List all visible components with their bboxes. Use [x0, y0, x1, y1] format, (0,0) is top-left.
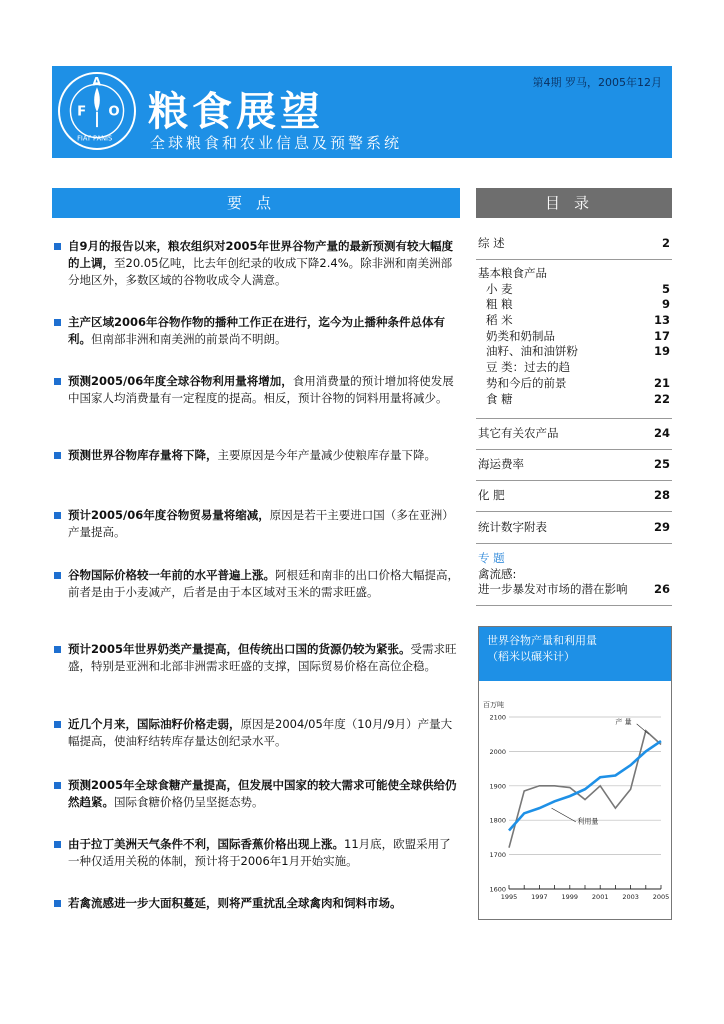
chart-subtitle: （稻米以碾米计）	[487, 650, 575, 663]
toc-divider	[476, 418, 672, 419]
toc-entry[interactable]: 小 麦 5	[486, 281, 670, 296]
x-tick-label: 1999	[561, 893, 579, 901]
y-axis-label: 百万吨	[483, 701, 504, 709]
highlight-item: 预测2005年全球食糖产量提高，但发展中国家的较大需求可能使全球供给仍然趋紧。国际食糖价格仍呈坚挺态势。	[54, 777, 460, 811]
toc-entry[interactable]: 奶类和奶制品 17	[486, 328, 670, 343]
toc-entry[interactable]: 势和今后的前景 21	[486, 375, 670, 390]
bullet-square	[54, 900, 61, 907]
toc-divider	[476, 449, 672, 450]
x-tick-label: 2005	[652, 893, 670, 901]
toc-section-title: 基本粮食产品	[478, 266, 547, 280]
chart-header	[479, 627, 671, 681]
bullet-square	[54, 512, 61, 519]
chart-plot	[479, 681, 671, 919]
toc-divider	[476, 543, 672, 544]
y-tick-label: 1900	[489, 782, 506, 791]
toc-entry-fertilizer[interactable]: 化 肥 28	[478, 488, 670, 502]
bullet-square	[54, 243, 61, 250]
highlight-item: 预测2005/06年度全球谷物利用量将增加，食用消费量的预计增加将使发展中国家人均消费量有一定程度的提高。相反，预计谷物的饲料用量将减少。	[54, 373, 460, 407]
bullet-square	[54, 452, 61, 459]
toc-entry[interactable]: 豆 类：过去的趋	[486, 360, 571, 375]
toc-entry-overview[interactable]: 综 述 2	[478, 236, 670, 250]
masthead	[52, 66, 672, 158]
toc-entry-stats[interactable]: 统计数字附表 29	[478, 520, 670, 534]
svg-text:A: A	[92, 74, 102, 89]
toc-entry-freight[interactable]: 海运费率 25	[478, 457, 670, 471]
toc-entry[interactable]: 油籽、油和油饼粉 19	[486, 344, 670, 359]
highlight-item: 谷物国际价格较一年前的水平普遍上涨。阿根廷和南非的出口价格大幅提高，前者是由于小麦减产，后者是由于本区域对玉米的需求旺盛。	[54, 567, 460, 601]
bullet-square	[54, 841, 61, 848]
toc-entry[interactable]: 粗 粮 9	[486, 297, 670, 312]
bullet-square	[54, 782, 61, 789]
cereal-chart	[478, 626, 672, 920]
toc-divider	[476, 259, 672, 260]
highlight-item: 由于拉丁美洲天气条件不利，国际香蕉价格出现上涨。11月底，欧盟采用了一种仅适用关税的体制，预计将于2006年1月开始实施。	[54, 836, 460, 870]
publication-title: 粮食展望	[148, 88, 324, 135]
chart-title: 世界谷物产量和利用量	[487, 634, 597, 647]
svg-text:F: F	[77, 104, 87, 120]
x-tick-label: 2001	[591, 893, 609, 901]
series-leader-production	[637, 724, 649, 734]
toc-header: 目录	[476, 188, 672, 218]
highlight-item: 预计2005年世界奶类产量提高，但传统出口国的货源仍较为紧张。受需求旺盛，特别是亚洲和北部非洲需求旺盛的支撑，国际贸易价格在高位企稳。	[54, 641, 460, 675]
series-label-utilization: 利用量	[577, 817, 599, 826]
toc-entry-other[interactable]: 其它有关农产品 24	[478, 426, 670, 440]
toc-entry-special[interactable]: 进一步暴发对市场的潜在影响 26	[478, 582, 670, 597]
toc-special-sub: 禽流感:	[478, 566, 517, 581]
toc-entry[interactable]: 食 糖 22	[486, 391, 670, 406]
highlights-header: 要点	[52, 188, 460, 218]
toc-special-title: 专 题	[478, 551, 505, 565]
highlight-item: 近几个月来，国际油籽价格走弱，原因是2004/05年度（10月/9月）产量大幅提高，使油籽结转库存量达创纪录水平。	[54, 716, 460, 750]
bullet-square	[54, 721, 61, 728]
y-tick-label: 2000	[489, 747, 506, 756]
y-tick-label: 1800	[489, 816, 506, 825]
y-tick-label: 1600	[489, 885, 506, 894]
y-tick-label: 1700	[489, 851, 506, 860]
bullet-square	[54, 646, 61, 653]
series-label-production: 产 量	[615, 717, 632, 726]
toc-divider	[476, 511, 672, 512]
highlight-item: 自9月的报告以来，粮农组织对2005年世界谷物产量的最新预测有较大幅度的上调，至20.05亿吨，比去年创纪录的收成下降2.4%。除非洲和南美洲部分地区外，多数区域的谷物收成令人满意。	[54, 238, 460, 289]
svg-text:O: O	[108, 104, 120, 120]
highlight-item: 若禽流感进一步大面积蔓延，则将严重扰乱全球禽肉和饲料市场。	[54, 895, 460, 912]
highlight-item: 预测世界谷物库存量将下降，主要原因是今年产量减少使粮库存量下降。	[54, 447, 460, 464]
highlight-item: 预计2005/06年度谷物贸易量将缩减，原因是若干主要进口国（多在亚洲）产量提高。	[54, 507, 460, 541]
issue-line: 第4期 罗马，2005年12月	[532, 76, 662, 89]
toc-divider	[476, 605, 672, 606]
toc-entry[interactable]: 稻 米 13	[486, 313, 670, 328]
publication-subtitle: 全球粮食和农业信息及预警系统	[150, 134, 403, 152]
fao-logo	[58, 72, 136, 150]
bullet-square	[54, 378, 61, 385]
toc-divider	[476, 480, 672, 481]
highlight-item: 主产区域2006年谷物作物的播种工作正在进行，迄今为止播种条件总体有利。但南部非洲和南美洲的前景尚不明朗。	[54, 314, 460, 348]
y-tick-label: 2100	[489, 713, 506, 722]
bullet-square	[54, 319, 61, 326]
x-tick-label: 1995	[500, 893, 518, 901]
toc-section-special	[478, 551, 672, 598]
bullet-square	[54, 572, 61, 579]
toc-section-basic	[478, 266, 672, 407]
svg-text:FIAT PANIS: FIAT PANIS	[77, 134, 113, 143]
x-tick-label: 1997	[531, 893, 548, 901]
x-tick-label: 2003	[622, 893, 639, 901]
